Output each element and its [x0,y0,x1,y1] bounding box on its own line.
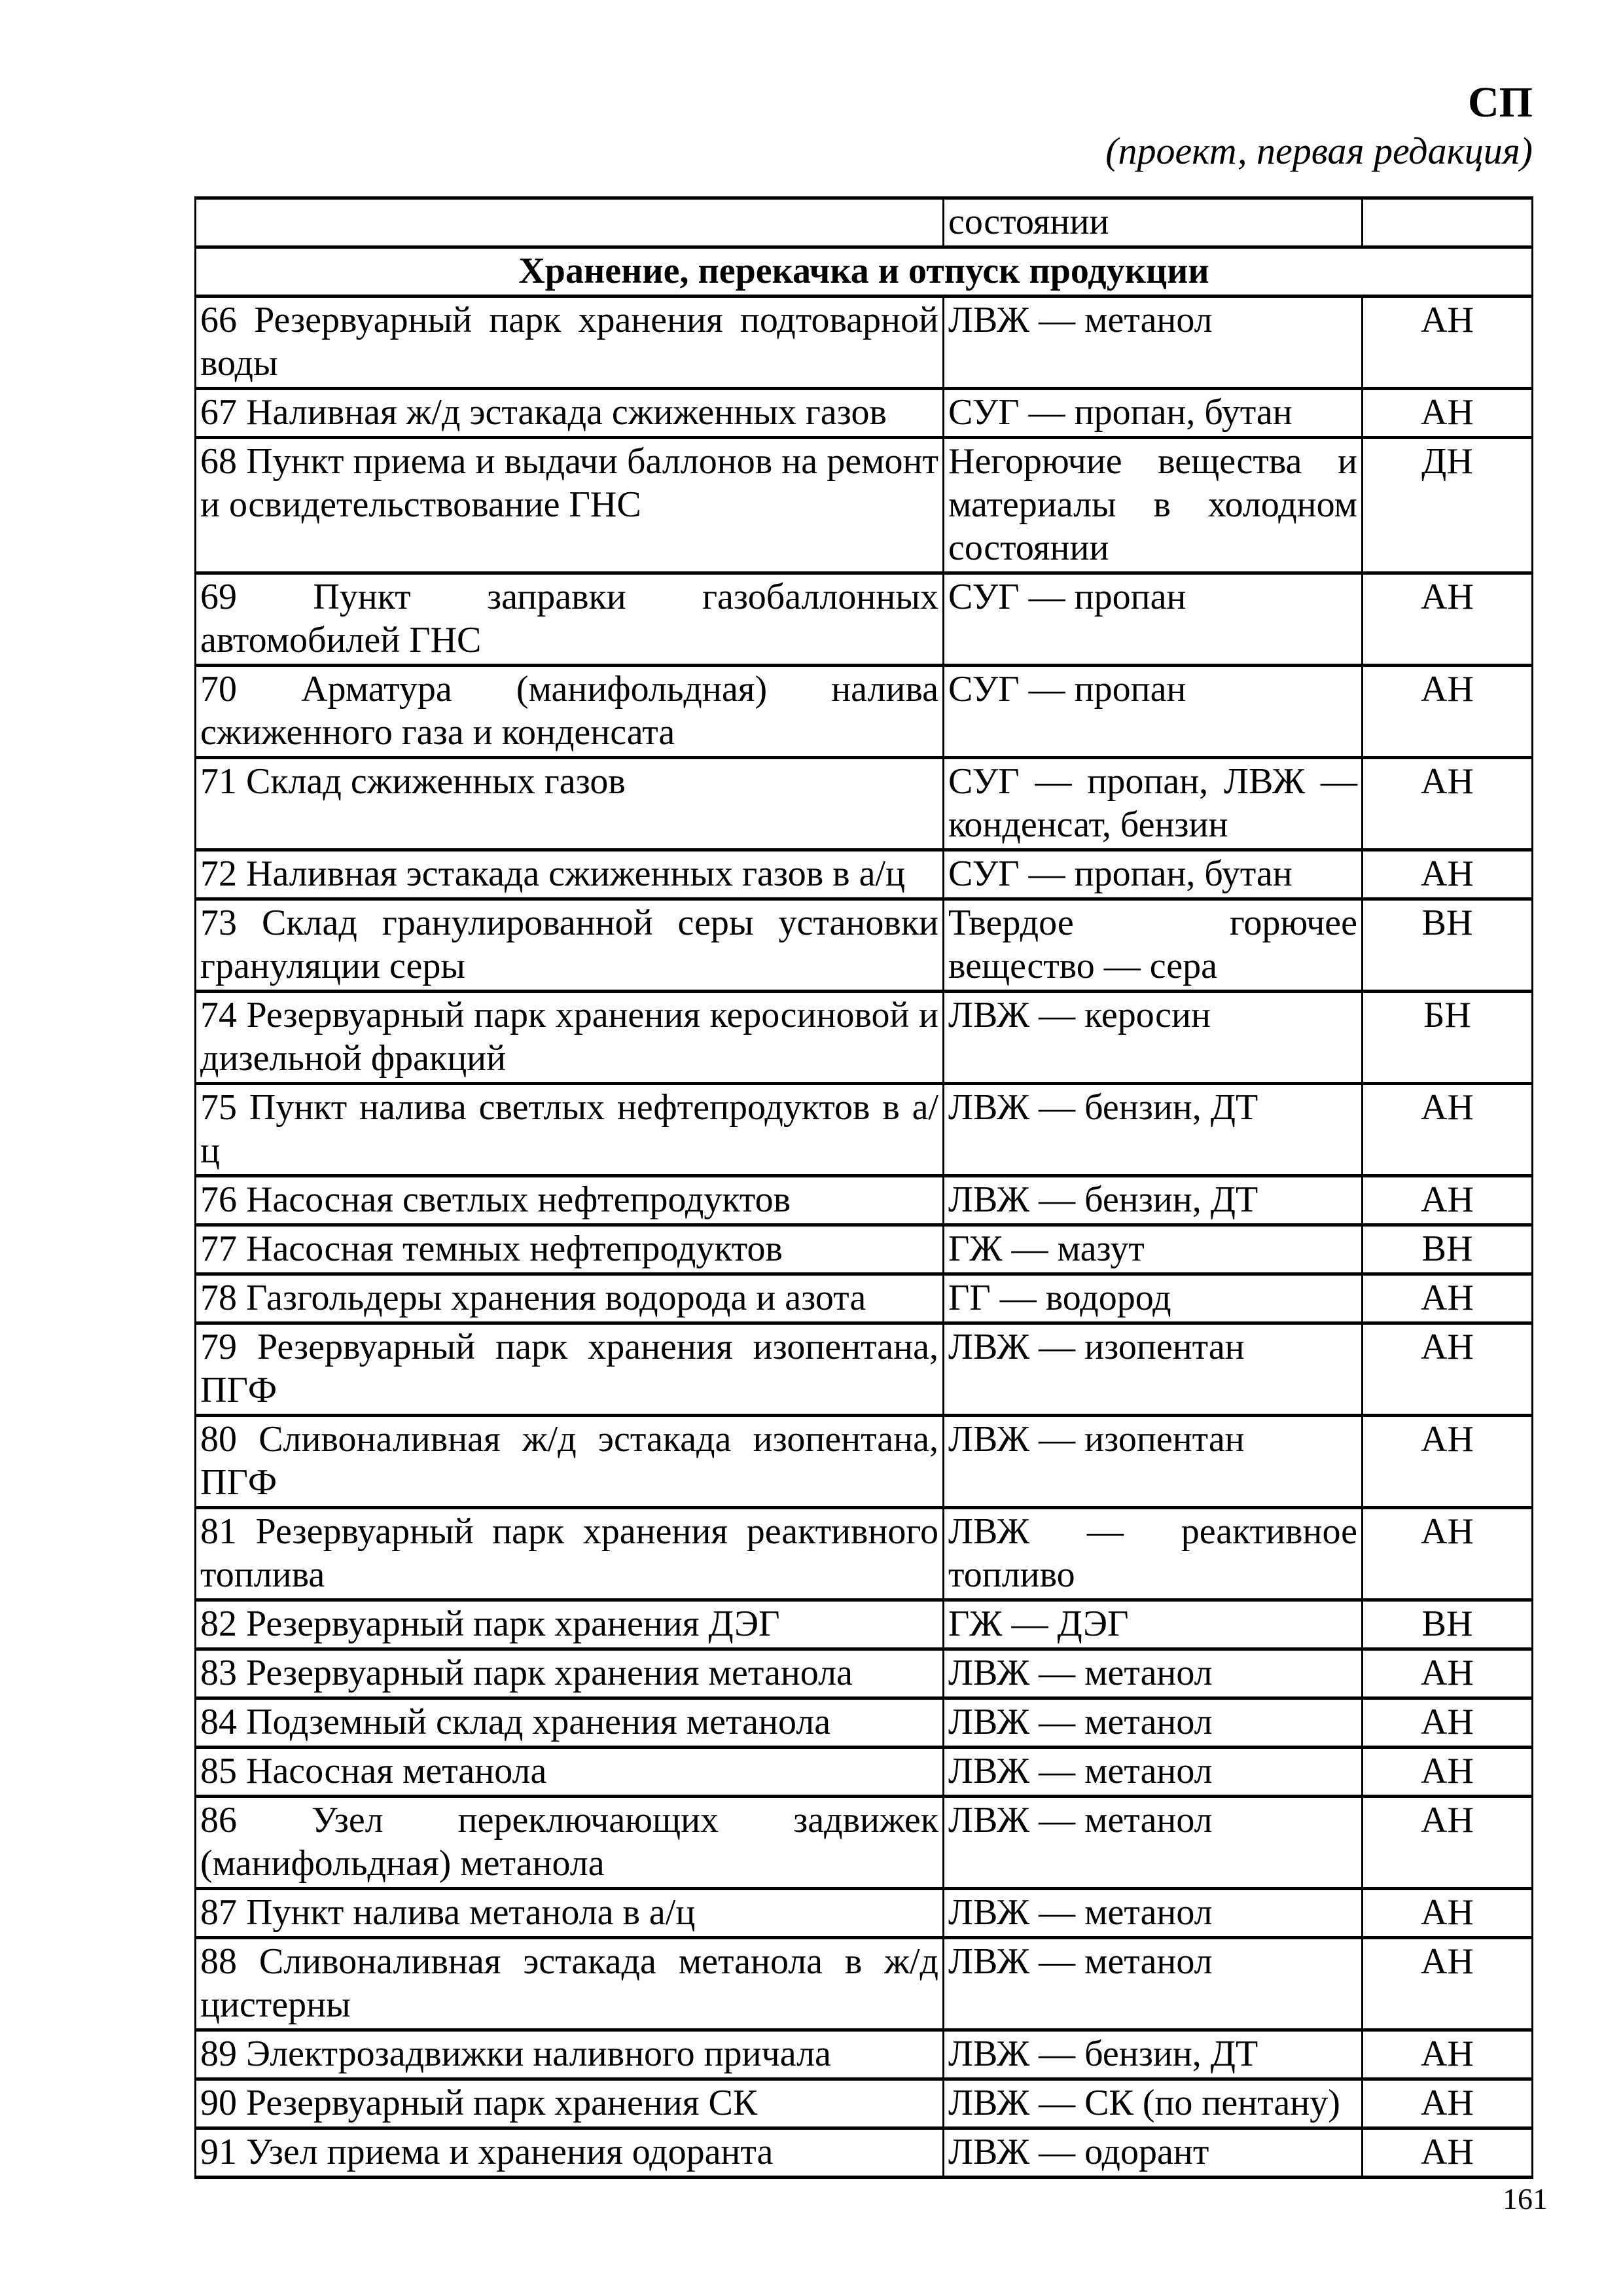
category-cell: АН [1363,1748,1533,1797]
facility-cell: 78 Газгольдеры хранения водорода и азота [196,1274,944,1323]
substance-cell: ЛВЖ — метанол [944,1649,1363,1698]
facility-cell: 87 Пункт налива метанола в а/ц [196,1889,944,1938]
table-row [196,1698,1533,1748]
facility-cell: 73 Склад гранулированной серы установки грануляции серы [196,899,944,992]
category-cell: АН [1363,296,1533,389]
facility-cell [196,198,944,247]
table-row [196,2079,1533,2128]
facility-cell: 89 Электрозадвижки наливного причала [196,2030,944,2079]
table-row [196,1084,1533,1176]
category-cell: АН [1363,1698,1533,1748]
table-row [196,1938,1533,2030]
category-cell: ВН [1363,899,1533,992]
table-row [196,296,1533,389]
category-cell: АН [1363,1323,1533,1416]
section-header-row [196,247,1533,296]
facility-cell: 71 Склад сжиженных газов [196,758,944,850]
substance-cell: ЛВЖ — изопентан [944,1323,1363,1416]
category-cell: АН [1363,1416,1533,1508]
substance-cell: СУГ — пропан, бутан [944,850,1363,899]
page-number: 161 [1503,2182,1548,2215]
facility-cell: 82 Резервуарный парк хранения ДЭГ [196,1600,944,1649]
facility-cell: 77 Насосная темных нефтепродуктов [196,1225,944,1274]
substance-cell: ЛВЖ — метанол [944,1889,1363,1938]
doc-code: СП [1468,79,1533,126]
table-row [196,850,1533,899]
substance-cell: СУГ — пропан, бутан [944,389,1363,438]
facility-cell: 90 Резервуарный парк хранения СК [196,2079,944,2128]
category-cell: АН [1363,2079,1533,2128]
table-row [196,1649,1533,1698]
category-cell: ДН [1363,438,1533,573]
facility-cell: 76 Насосная светлых нефтепродуктов [196,1176,944,1225]
substance-cell: ЛВЖ — метанол [944,1698,1363,1748]
doc-header [1105,77,1533,174]
substance-cell: ЛВЖ — метанол [944,1797,1363,1889]
category-cell: АН [1363,389,1533,438]
category-cell: АН [1363,850,1533,899]
facility-cell: 86 Узел переключающих задвижек (манифольдная) метанола [196,1797,944,1889]
facilities-table [194,196,1533,2179]
substance-cell: ЛВЖ — реактивное топливо [944,1508,1363,1600]
table-row [196,899,1533,992]
facility-cell: 79 Резервуарный парк хранения изопентана, ПГФ [196,1323,944,1416]
facility-cell: 75 Пункт налива светлых нефтепродуктов в а/ц [196,1084,944,1176]
section-title: Хранение, перекачка и отпуск продукции [196,247,1533,296]
category-cell: ВН [1363,1225,1533,1274]
table-row [196,1225,1533,1274]
substance-cell: Негорючие вещества и материалы в холодном состоянии [944,438,1363,573]
substance-cell: ГЖ — ДЭГ [944,1600,1363,1649]
facility-cell: 68 Пункт приема и выдачи баллонов на ремонт и освидетельствование ГНС [196,438,944,573]
table-row [196,2128,1533,2178]
category-cell: ВН [1363,1600,1533,1649]
category-cell: БН [1363,992,1533,1084]
facility-cell: 88 Сливоналивная эстакада метанола в ж/д цистерны [196,1938,944,2030]
facility-cell: 66 Резервуарный парк хранения подтоварной воды [196,296,944,389]
doc-edition: (проект, первая редакция) [1105,130,1533,172]
facility-cell: 91 Узел приема и хранения одоранта [196,2128,944,2178]
table-row [196,389,1533,438]
substance-cell: СУГ — пропан, ЛВЖ — конденсат, бензин [944,758,1363,850]
category-cell: АН [1363,1649,1533,1698]
category-cell: АН [1363,1797,1533,1889]
category-cell: АН [1363,1176,1533,1225]
facility-cell: 74 Резервуарный парк хранения керосиновой и дизельной фракций [196,992,944,1084]
category-cell: АН [1363,1889,1533,1938]
category-cell: АН [1363,2030,1533,2079]
substance-cell: ЛВЖ — метанол [944,1748,1363,1797]
category-cell: АН [1363,573,1533,666]
table-row [196,438,1533,573]
facility-cell: 69 Пункт заправки газобаллонных автомобилей ГНС [196,573,944,666]
carryover-row [196,198,1533,247]
facility-cell: 80 Сливоналивная ж/д эстакада изопентана, ПГФ [196,1416,944,1508]
table-row [196,992,1533,1084]
facility-cell: 84 Подземный склад хранения метанола [196,1698,944,1748]
substance-cell: СУГ — пропан [944,666,1363,758]
substance-cell: ЛВЖ — метанол [944,1938,1363,2030]
category-cell: АН [1363,666,1533,758]
table-row [196,1748,1533,1797]
substance-cell: ЛВЖ — изопентан [944,1416,1363,1508]
table-row [196,1797,1533,1889]
facility-cell: 83 Резервуарный парк хранения метанола [196,1649,944,1698]
facility-cell: 72 Наливная эстакада сжиженных газов в а/ц [196,850,944,899]
table-row [196,666,1533,758]
facility-cell: 81 Резервуарный парк хранения реактивного топлива [196,1508,944,1600]
facility-cell: 70 Арматура (манифольдная) налива сжиженного газа и конденсата [196,666,944,758]
category-cell: АН [1363,1938,1533,2030]
facility-cell: 67 Наливная ж/д эстакада сжиженных газов [196,389,944,438]
category-cell: АН [1363,758,1533,850]
substance-cell: ЛВЖ — СК (по пентану) [944,2079,1363,2128]
table-row [196,1600,1533,1649]
table-row [196,573,1533,666]
category-cell: АН [1363,1274,1533,1323]
substance-cell: ГЖ — мазут [944,1225,1363,1274]
table-row [196,1274,1533,1323]
category-cell: АН [1363,1084,1533,1176]
substance-cell: ЛВЖ — бензин, ДТ [944,1176,1363,1225]
substance-cell: ЛВЖ — одорант [944,2128,1363,2178]
category-cell: АН [1363,2128,1533,2178]
substance-cell: ЛВЖ — метанол [944,296,1363,389]
substance-cell: ЛВЖ — бензин, ДТ [944,1084,1363,1176]
table-row [196,758,1533,850]
table-row [196,1323,1533,1416]
substance-cell: СУГ — пропан [944,573,1363,666]
substance-cell: состоянии [944,198,1363,247]
table-row [196,1889,1533,1938]
table-row [196,1176,1533,1225]
substance-cell: ЛВЖ — керосин [944,992,1363,1084]
table-row [196,1416,1533,1508]
substance-cell: Твердое горючее вещество — сера [944,899,1363,992]
facility-cell: 85 Насосная метанола [196,1748,944,1797]
category-cell: АН [1363,1508,1533,1600]
substance-cell: ГГ — водород [944,1274,1363,1323]
category-cell [1363,198,1533,247]
substance-cell: ЛВЖ — бензин, ДТ [944,2030,1363,2079]
table-row [196,2030,1533,2079]
table-row [196,1508,1533,1600]
